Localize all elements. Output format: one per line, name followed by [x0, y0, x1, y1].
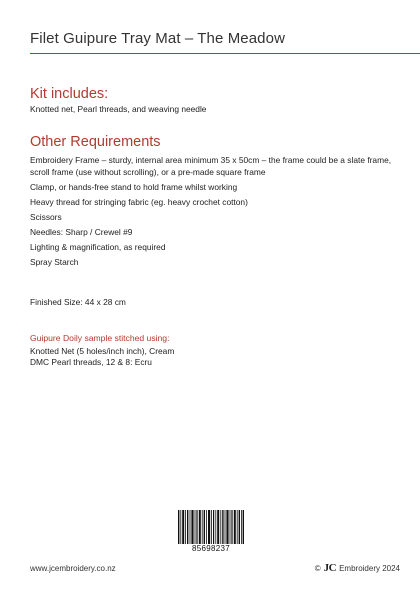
sample-line: DMC Pearl threads, 12 & 8: Ecru — [30, 357, 152, 367]
kit-heading: Kit includes: — [30, 86, 109, 102]
barcode-number: 85698237 — [192, 544, 230, 553]
sample-heading: Guipure Doily sample stitched using: — [30, 333, 170, 343]
requirement-item: Needles: Sharp / Crewel #9 — [30, 227, 133, 237]
title-rule — [30, 53, 420, 54]
copyright-symbol: © — [314, 563, 321, 573]
requirement-item: Clamp, or hands-free stand to hold frame whilst working — [30, 182, 238, 192]
page-title: Filet Guipure Tray Mat – The Meadow — [30, 30, 285, 47]
requirements-heading: Other Requirements — [30, 134, 161, 150]
requirement-item: Spray Starch — [30, 257, 79, 267]
requirement-item: Lighting & magnification, as required — [30, 242, 166, 252]
finished-size: Finished Size: 44 x 28 cm — [30, 297, 126, 307]
footer-website: www.jcembroidery.co.nz — [30, 564, 116, 573]
jc-logo-icon: JC — [323, 562, 337, 574]
brand-text: Embroidery 2024 — [339, 563, 400, 573]
requirement-item: Heavy thread for stringing fabric (eg. heavy crochet cotton) — [30, 197, 248, 207]
requirement-item: Embroidery Frame – sturdy, internal area minimum 35 x 50cm – the frame could be a slate frame, scroll frame (use without scrolling), or a pre-made square frame — [30, 155, 392, 177]
requirement-item: Scissors — [30, 212, 62, 222]
kit-text: Knotted net, Pearl threads, and weaving needle — [30, 104, 207, 114]
sample-line: Knotted Net (5 holes/inch inch), Cream — [30, 346, 175, 356]
footer-copyright — [315, 562, 400, 574]
requirements-list — [30, 154, 395, 271]
